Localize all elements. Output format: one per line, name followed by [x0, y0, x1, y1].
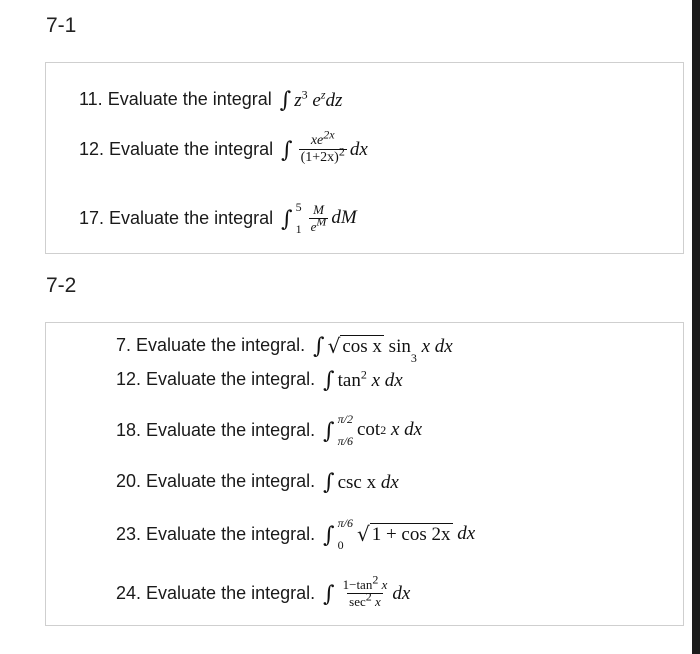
problem-12 — [116, 367, 403, 392]
problem-12 — [79, 127, 368, 166]
integral-expression: ∫ $z^3$ $e^zdz$ — [279, 87, 343, 113]
integral-expression: ∫ $\frac{xe^{2x}}{(1+2x)^2}$ dx — [281, 127, 368, 165]
integral-expression: ∫ csc x dx — [323, 470, 399, 495]
integral-expression: ∫ $\frac{1-\tan^2 x}{\sec^2 x}$ dx — [323, 572, 411, 609]
problem-label: 20. Evaluate the integral. — [116, 471, 316, 491]
problem-label: 18. Evaluate the integral. — [116, 419, 316, 440]
problem-box-7-2 — [45, 322, 684, 626]
integral-expression: ∫ √ cos x sin 3 x dx — [313, 334, 453, 365]
problem-11 — [79, 87, 342, 112]
section-title-7-2: 7-2 — [46, 274, 77, 297]
integral-expression: ∫ π/2 π/6 cot 2 x dx — [323, 412, 423, 448]
problem-label: 17. Evaluate the integral — [79, 207, 274, 228]
problem-17 — [79, 201, 357, 235]
problem-label: 12. Evaluate the integral. — [116, 369, 316, 389]
section-title-7-1: 7-1 — [46, 14, 77, 37]
integral-expression: ∫ 5 1 $\frac{M}{e^M}$ dM — [281, 200, 357, 236]
problem-label: 11. Evaluate the integral — [79, 89, 272, 109]
integral-expression: ∫ π/6 0 √ 1 + cos 2x dx — [323, 516, 476, 552]
problem-23 — [116, 517, 475, 551]
problem-label: 23. Evaluate the integral. — [116, 523, 316, 544]
problem-label: 24. Evaluate the integral. — [116, 583, 316, 603]
problem-label: 12. Evaluate the integral — [79, 139, 274, 159]
right-edge-bar — [692, 0, 700, 654]
problem-24 — [116, 572, 411, 610]
problem-20 — [116, 469, 399, 494]
problem-label: 7. Evaluate the integral. — [116, 335, 306, 355]
integral-expression: ∫ $\tan^2 x$ dx — [323, 367, 403, 393]
problem-7 — [116, 333, 453, 365]
problem-box-7-1 — [45, 62, 684, 254]
problem-18 — [116, 413, 422, 447]
